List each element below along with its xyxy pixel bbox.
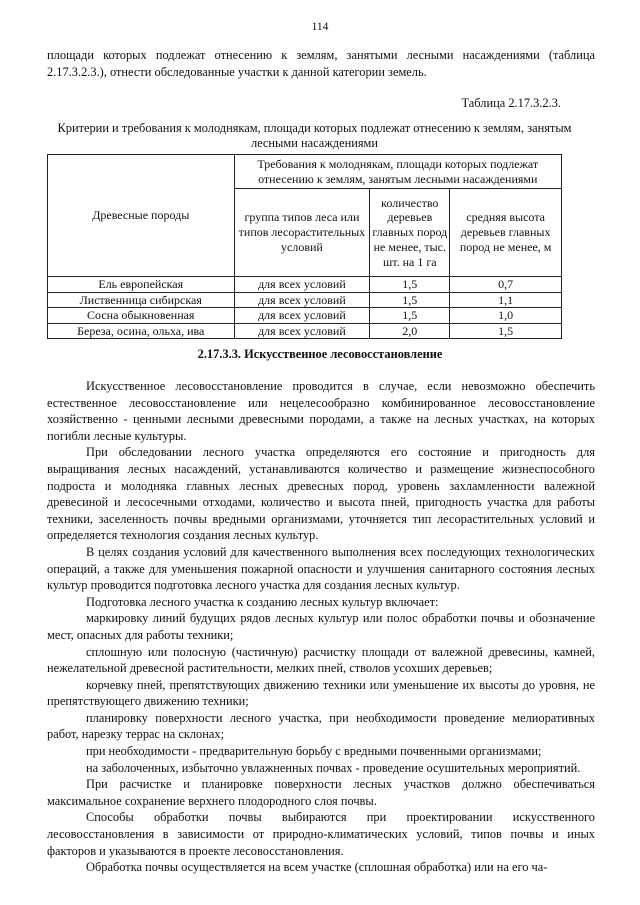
list-item: корчевку пней, препятствующих движению техники или уменьшение их высоты до уровня, не препятствующего движению техники; — [47, 677, 595, 709]
cell-group: для всех условий — [234, 277, 370, 293]
table-reference: Таблица 2.17.3.2.3. — [461, 96, 561, 110]
cell-species: Ель европейская — [48, 277, 235, 293]
list-item: маркировку линий будущих рядов лесных культур или полос обработки почвы и обозначение мест, опасных для работы техники; — [47, 611, 595, 642]
header-height: средняя высота деревьев главных пород не менее, м — [450, 189, 562, 277]
cell-count: 1,5 — [370, 308, 450, 324]
section-title: 2.17.3.3. Искусственное лесовосстановление — [197, 347, 443, 361]
list-item: планировку поверхности лесного участка, при необходимости проведение мелиоративных работ, нарезку террас на склонах; — [47, 710, 595, 742]
paragraph: При расчистке и планировке поверхности лесных участков должно обеспечиваться максимальное сохранение верхнего плодородного слоя почвы. — [47, 777, 595, 808]
table-header-row — [48, 155, 562, 189]
body-text — [47, 378, 595, 876]
table-caption: Критерии и требования к молоднякам, площади которых подлежат отнесению к землям, занятым лесными насаждениями — [57, 121, 572, 150]
cell-group: для всех условий — [234, 308, 370, 324]
cell-species: Береза, осина, ольха, ива — [48, 323, 235, 339]
paragraph: Подготовка лесного участка к созданию лесных культур включает: — [86, 594, 439, 609]
cell-species: Лиственница сибирская — [48, 292, 235, 308]
intro-paragraph: площади которых подлежат отнесению к землям, занятыми лесными насаждениями (таблица 2.17.3.2.3.), отнести обследованные участки к данной категории земель. — [47, 48, 595, 79]
paragraph: Обработка почвы осуществляется на всем участке (сплошная обработка) или на его ча- — [86, 860, 548, 875]
paragraph: Способы обработки почвы выбираются при проектировании искусственного лесовосстановления в зависимости от природно-климатических условий, типов почвы и иных факторов и указываются в проекте лесовосстановления. — [47, 810, 595, 858]
header-requirements: Требования к молоднякам, площади которых подлежат отнесению к землям, занятым лесными насаждениями — [234, 155, 561, 189]
cell-height: 1,1 — [450, 292, 562, 308]
cell-group: для всех условий — [234, 292, 370, 308]
header-count: количество деревьев главных пород не менее, тыс. шт. на 1 га — [370, 189, 450, 277]
list-item: сплошную или полосную (частичную) расчистку площади от валежной древесины, камней, нежелательной древесной растительности, мелких пней, стволов усохших деревьев; — [47, 644, 595, 676]
cell-height: 1,0 — [450, 308, 562, 324]
cell-height: 0,7 — [450, 277, 562, 293]
cell-group: для всех условий — [234, 323, 370, 339]
list-item: при необходимости - предварительную борьбу с вредными почвенными организмами; — [86, 744, 542, 759]
header-species: Древесные породы — [48, 155, 235, 277]
header-group: группа типов леса или типов лесорастительных условий — [234, 189, 370, 277]
page-number: 114 — [311, 21, 329, 33]
table-row — [48, 323, 562, 339]
paragraph: В целях создания условий для качественного выполнения всех последующих технологических операций, а также для уменьшения пожарной опасности и улучшения санитарного состояния лесных культур проводится подготовка лесного участка для создания лесных культур. — [47, 544, 595, 593]
cell-count: 1,5 — [370, 277, 450, 293]
table-row — [48, 277, 562, 293]
cell-count: 2,0 — [370, 323, 450, 339]
paragraph: При обследовании лесного участка определяются его состояние и пригодность для выращивания лесных насаждений, устанавливаются количество и размещение жизнеспособного подроста и молодняка главных лесных древесных пород, уровень захламленности валежной древесиной и лесосечными отходами, количество и высота пней, пригодность участка для работы техники, заселенность почвы вредными организмами, уточняется тип лесорастительных условий и определяется технология создания лесных культур. — [47, 445, 595, 543]
cell-height: 1,5 — [450, 323, 562, 339]
table-row — [48, 292, 562, 308]
cell-species: Сосна обыкновенная — [48, 308, 235, 324]
paragraph: Искусственное лесовосстановление проводится в случае, если невозможно обеспечить естественное лесовосстановление или нецелесообразно комбинированное лесовосстановление хозяйственно - ценными лесными древесными породами, а также на лесных участках, на которых погибли лесные культуры. — [47, 379, 595, 443]
list-item: на заболоченных, избыточно увлажненных почвах - проведение осушительных мероприятий. — [86, 760, 581, 775]
requirements-table — [47, 154, 562, 339]
cell-count: 1,5 — [370, 292, 450, 308]
table-row — [48, 308, 562, 324]
